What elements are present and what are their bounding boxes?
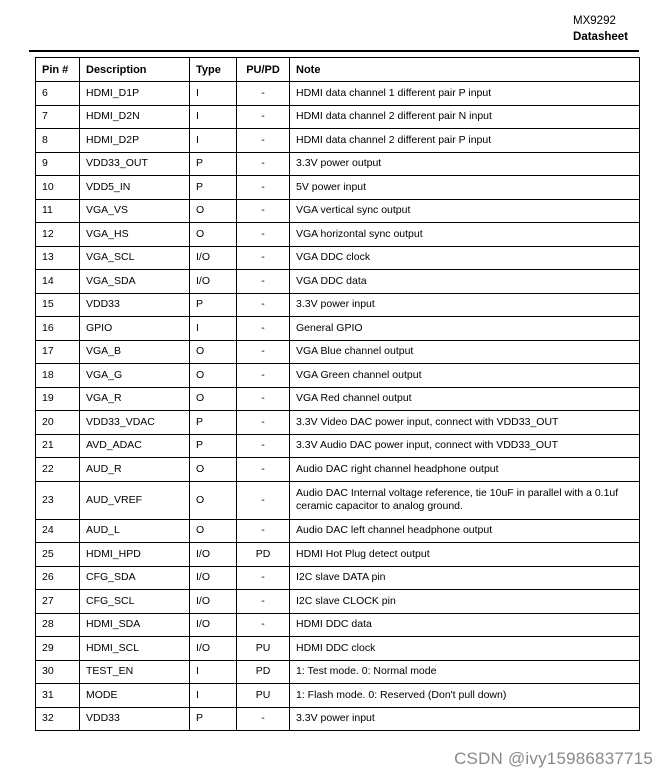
cell-pupd: - [237, 590, 290, 614]
cell-pupd: - [237, 293, 290, 317]
cell-type: P [190, 411, 237, 435]
cell-note: VGA horizontal sync output [290, 223, 640, 247]
cell-note: HDMI data channel 1 different pair P input [290, 82, 640, 106]
table-row [36, 613, 640, 637]
cell-pupd: - [237, 707, 290, 731]
cell-type: I [190, 129, 237, 153]
table-header-row [36, 58, 640, 82]
cell-description: CFG_SDA [80, 566, 190, 590]
cell-description: VDD33_OUT [80, 152, 190, 176]
cell-pin: 27 [36, 590, 80, 614]
cell-note: 5V power input [290, 176, 640, 200]
cell-description: HDMI_D2P [80, 129, 190, 153]
table-row [36, 590, 640, 614]
cell-note: 3.3V Audio DAC power input, connect with VDD33_OUT [290, 434, 640, 458]
cell-description: VGA_G [80, 364, 190, 388]
cell-pupd: - [237, 411, 290, 435]
cell-pin: 6 [36, 82, 80, 106]
cell-pupd: - [237, 458, 290, 482]
cell-pin: 17 [36, 340, 80, 364]
cell-pupd: - [237, 566, 290, 590]
cell-pin: 23 [36, 481, 80, 519]
document-type: Datasheet [573, 31, 628, 43]
cell-note: HDMI data channel 2 different pair P input [290, 129, 640, 153]
cell-description: HDMI_D1P [80, 82, 190, 106]
table-row [36, 176, 640, 200]
pin-table [35, 57, 640, 731]
cell-type: I [190, 105, 237, 129]
cell-pupd: - [237, 364, 290, 388]
cell-note: HDMI DDC data [290, 613, 640, 637]
table-row [36, 637, 640, 661]
cell-pupd: PD [237, 543, 290, 567]
cell-pin: 29 [36, 637, 80, 661]
cell-description: VGA_R [80, 387, 190, 411]
cell-note: 3.3V power output [290, 152, 640, 176]
cell-pin: 12 [36, 223, 80, 247]
col-header-pin: Pin # [36, 58, 80, 82]
cell-pin: 25 [36, 543, 80, 567]
cell-note: HDMI data channel 2 different pair N input [290, 105, 640, 129]
table-row [36, 82, 640, 106]
cell-pupd: - [237, 340, 290, 364]
cell-pupd: - [237, 152, 290, 176]
table-row [36, 434, 640, 458]
cell-type: I/O [190, 566, 237, 590]
cell-description: VGA_B [80, 340, 190, 364]
cell-type: I [190, 684, 237, 708]
cell-pin: 16 [36, 317, 80, 341]
cell-pin: 8 [36, 129, 80, 153]
cell-pupd: - [237, 387, 290, 411]
cell-pin: 11 [36, 199, 80, 223]
cell-description: VGA_HS [80, 223, 190, 247]
cell-pin: 26 [36, 566, 80, 590]
table-row [36, 481, 640, 519]
table-row [36, 270, 640, 294]
cell-note: 3.3V power input [290, 293, 640, 317]
cell-pin: 14 [36, 270, 80, 294]
cell-pupd: - [237, 176, 290, 200]
cell-note: Audio DAC right channel headphone output [290, 458, 640, 482]
cell-pin: 30 [36, 660, 80, 684]
cell-type: P [190, 152, 237, 176]
cell-note: VGA Blue channel output [290, 340, 640, 364]
cell-note: Audio DAC left channel headphone output [290, 519, 640, 543]
cell-description: GPIO [80, 317, 190, 341]
cell-type: O [190, 481, 237, 519]
cell-pupd: - [237, 270, 290, 294]
cell-note: General GPIO [290, 317, 640, 341]
col-header-pupd: PU/PD [237, 58, 290, 82]
cell-note: VGA DDC data [290, 270, 640, 294]
cell-description: VGA_SCL [80, 246, 190, 270]
cell-pin: 22 [36, 458, 80, 482]
cell-description: HDMI_D2N [80, 105, 190, 129]
cell-pin: 32 [36, 707, 80, 731]
table-row [36, 340, 640, 364]
header-rule [29, 50, 639, 52]
cell-pupd: - [237, 82, 290, 106]
cell-type: I [190, 82, 237, 106]
cell-pin: 7 [36, 105, 80, 129]
cell-type: P [190, 293, 237, 317]
cell-description: MODE [80, 684, 190, 708]
cell-description: VDD33_VDAC [80, 411, 190, 435]
cell-pupd: PU [237, 684, 290, 708]
cell-note: 1: Flash mode. 0: Reserved (Don't pull down) [290, 684, 640, 708]
cell-note: HDMI DDC clock [290, 637, 640, 661]
table-row [36, 364, 640, 388]
cell-pin: 10 [36, 176, 80, 200]
table-row [36, 566, 640, 590]
col-header-note: Note [290, 58, 640, 82]
cell-pin: 9 [36, 152, 80, 176]
cell-type: O [190, 223, 237, 247]
cell-type: I/O [190, 270, 237, 294]
cell-type: I [190, 317, 237, 341]
cell-pupd: - [237, 246, 290, 270]
model-number: MX9292 [573, 15, 616, 27]
cell-type: O [190, 340, 237, 364]
cell-note: HDMI Hot Plug detect output [290, 543, 640, 567]
cell-description: TEST_EN [80, 660, 190, 684]
cell-type: P [190, 434, 237, 458]
cell-pupd: - [237, 199, 290, 223]
cell-pin: 15 [36, 293, 80, 317]
table-row [36, 411, 640, 435]
cell-pupd: - [237, 129, 290, 153]
cell-pupd: PU [237, 637, 290, 661]
cell-pupd: - [237, 434, 290, 458]
table-row [36, 293, 640, 317]
pin-table-body [36, 82, 640, 731]
table-row [36, 684, 640, 708]
cell-pupd: - [237, 481, 290, 519]
table-row [36, 246, 640, 270]
table-row [36, 519, 640, 543]
table-row [36, 707, 640, 731]
cell-pin: 20 [36, 411, 80, 435]
cell-type: I/O [190, 590, 237, 614]
cell-note: VGA vertical sync output [290, 199, 640, 223]
cell-description: VDD33 [80, 707, 190, 731]
cell-pupd: - [237, 317, 290, 341]
cell-description: AUD_L [80, 519, 190, 543]
cell-type: I/O [190, 246, 237, 270]
cell-pin: 24 [36, 519, 80, 543]
col-header-description: Description [80, 58, 190, 82]
cell-pin: 31 [36, 684, 80, 708]
cell-pupd: - [237, 519, 290, 543]
document-header [573, 13, 628, 45]
cell-description: AUD_VREF [80, 481, 190, 519]
cell-note: I2C slave DATA pin [290, 566, 640, 590]
cell-description: VGA_VS [80, 199, 190, 223]
cell-description: CFG_SCL [80, 590, 190, 614]
cell-note: I2C slave CLOCK pin [290, 590, 640, 614]
cell-note: 3.3V power input [290, 707, 640, 731]
cell-description: HDMI_SCL [80, 637, 190, 661]
cell-type: I/O [190, 613, 237, 637]
table-row [36, 223, 640, 247]
cell-note: 3.3V Video DAC power input, connect with VDD33_OUT [290, 411, 640, 435]
cell-type: O [190, 519, 237, 543]
cell-description: VGA_SDA [80, 270, 190, 294]
table-row [36, 458, 640, 482]
cell-note: VGA Green channel output [290, 364, 640, 388]
cell-note: VGA DDC clock [290, 246, 640, 270]
cell-description: VDD5_IN [80, 176, 190, 200]
cell-note: Audio DAC Internal voltage reference, tie 10uF in parallel with a 0.1uf ceramic capacitor to analog ground. [290, 481, 640, 519]
cell-description: AUD_R [80, 458, 190, 482]
table-row [36, 152, 640, 176]
cell-pupd: - [237, 105, 290, 129]
table-row [36, 199, 640, 223]
cell-type: P [190, 176, 237, 200]
table-row [36, 387, 640, 411]
cell-description: VDD33 [80, 293, 190, 317]
table-row [36, 660, 640, 684]
cell-pin: 19 [36, 387, 80, 411]
cell-description: HDMI_SDA [80, 613, 190, 637]
cell-pupd: - [237, 613, 290, 637]
cell-type: O [190, 458, 237, 482]
cell-type: I/O [190, 543, 237, 567]
cell-pin: 18 [36, 364, 80, 388]
table-row [36, 317, 640, 341]
cell-pin: 13 [36, 246, 80, 270]
cell-pin: 28 [36, 613, 80, 637]
cell-type: I [190, 660, 237, 684]
cell-type: O [190, 364, 237, 388]
cell-description: AVD_ADAC [80, 434, 190, 458]
table-row [36, 105, 640, 129]
col-header-type: Type [190, 58, 237, 82]
table-row [36, 129, 640, 153]
cell-type: P [190, 707, 237, 731]
cell-type: O [190, 387, 237, 411]
cell-type: I/O [190, 637, 237, 661]
cell-pupd: PD [237, 660, 290, 684]
cell-pin: 21 [36, 434, 80, 458]
cell-pupd: - [237, 223, 290, 247]
watermark: CSDN @ivy15986837715 [454, 749, 653, 768]
cell-type: O [190, 199, 237, 223]
cell-note: 1: Test mode. 0: Normal mode [290, 660, 640, 684]
cell-note: VGA Red channel output [290, 387, 640, 411]
cell-description: HDMI_HPD [80, 543, 190, 567]
table-row [36, 543, 640, 567]
